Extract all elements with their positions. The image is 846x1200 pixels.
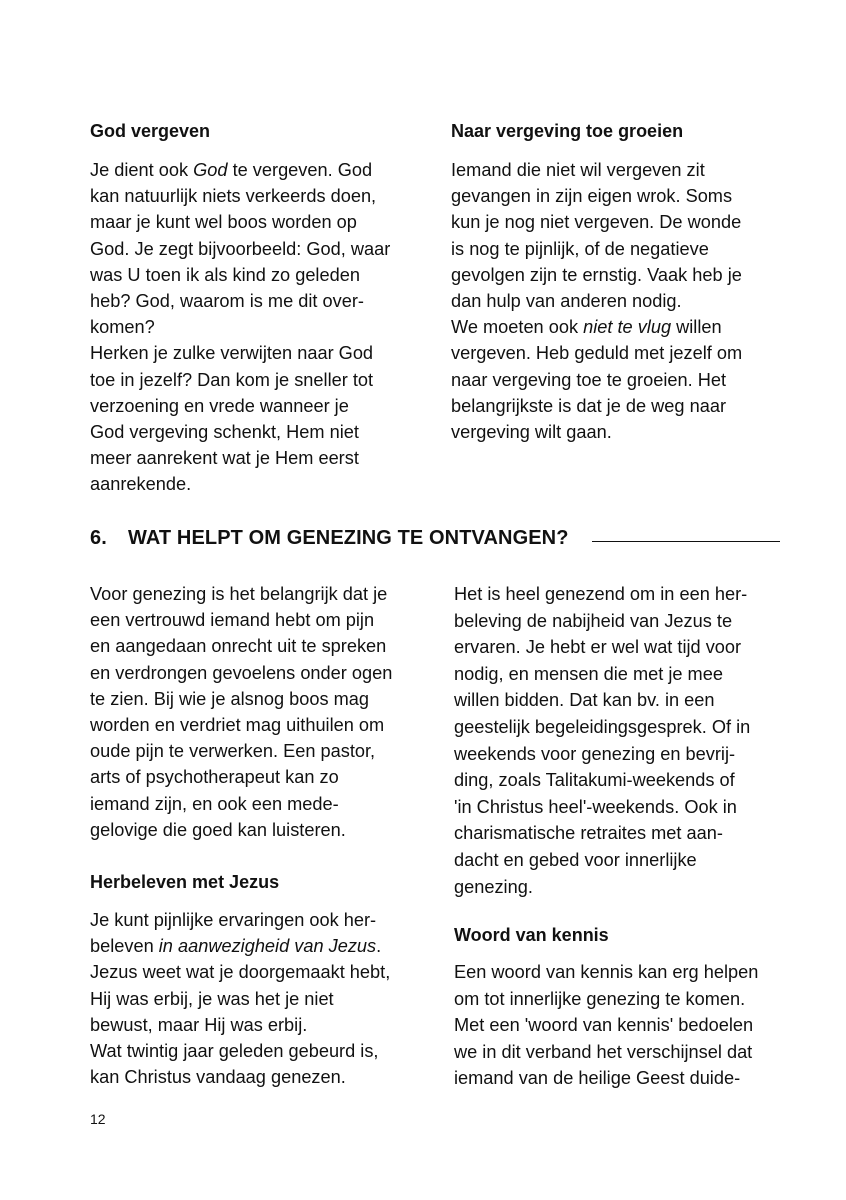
text-run: . — [376, 936, 382, 957]
text-line: meer aanrekent wat je Hem eerst — [90, 448, 359, 469]
text-line: gevangen in zijn eigen wrok. Soms — [451, 186, 733, 207]
text-line: iemand zijn, en ook een mede- — [90, 793, 339, 814]
text-line: geestelijk begeleidingsgesprek. Of in — [454, 716, 751, 737]
text-line: arts of psychotherapeut kan zo — [90, 767, 339, 788]
text-line: toe in jezelf? Dan kom je sneller tot — [90, 369, 374, 390]
text-run: te vergeven. God — [227, 160, 373, 180]
text-line: Je kunt pijnlijke ervaringen ook her- — [90, 910, 377, 930]
text-line: aanrekende. — [90, 474, 192, 495]
text-line: iemand van de heilige Geest duide- — [454, 1068, 741, 1089]
text-line: en aangedaan onrecht uit te spreken — [90, 636, 387, 657]
text-run: Je dient ook — [90, 160, 194, 180]
text-line: kan Christus vandaag genezen. — [90, 1067, 346, 1088]
heading-herbeleven: Herbeleven met Jezus — [90, 872, 280, 892]
text-block — [451, 157, 742, 445]
heading-woord-van-kennis: Woord van kennis — [454, 925, 609, 945]
text-line: gelovige die goed kan luisteren. — [90, 819, 346, 840]
text-block — [454, 959, 758, 1092]
section-number: 6. — [90, 527, 107, 549]
text-line: komen? — [90, 317, 155, 338]
text-line: Iemand die niet wil vergeven zit — [451, 160, 705, 180]
text-line — [451, 314, 742, 340]
text-line: Wat twintig jaar geleden gebeurd is, — [90, 1040, 379, 1061]
text-line: vergeven. Heb geduld met jezelf om — [451, 343, 743, 364]
text-line: Hij was erbij, je was het je niet — [90, 988, 334, 1009]
text-run: beleven — [90, 936, 159, 957]
text-line: belangrijkste is dat je de weg naar — [451, 395, 726, 416]
text-line: kun je nog niet vergeven. De wonde — [451, 212, 742, 233]
text-line — [90, 933, 390, 959]
text-line: we in dit verband het verschijnsel dat — [454, 1041, 753, 1062]
text-line: is nog te pijnlijk, of de negatieve — [451, 238, 709, 259]
heading-god-vergeven: God vergeven — [90, 121, 211, 141]
text-line: oude pijn te verwerken. Een pastor, — [90, 741, 376, 762]
text-line: vergeving wilt gaan. — [451, 421, 612, 442]
text-line: Een woord van kennis kan erg helpen — [454, 962, 759, 982]
text-line: was U toen ik als kind zo geleden — [90, 264, 360, 285]
text-line: Voor genezing is het belangrijk dat je — [90, 584, 388, 604]
text-line: dacht en gebed voor innerlijke — [454, 849, 697, 870]
text-run: We moeten ook — [451, 317, 584, 338]
text-line: kan natuurlijk niets verkeerds doen, — [90, 186, 377, 207]
text-line: God vergeving schenkt, Hem niet — [90, 421, 359, 442]
text-block — [90, 907, 390, 1090]
text-line: bewust, maar Hij was erbij. — [90, 1014, 308, 1035]
text-line: maar je kunt wel boos worden op — [90, 212, 357, 233]
text-line: worden en verdriet mag uithuilen om — [90, 714, 385, 735]
text-line: dan hulp van anderen nodig. — [451, 290, 682, 311]
text-line: nodig, en mensen die met je mee — [454, 663, 723, 684]
text-line: beleving de nabijheid van Jezus te — [454, 610, 733, 631]
text-line: 'in Christus heel'-weekends. Ook in — [454, 796, 737, 817]
text-line: charismatische retraites met aan- — [454, 823, 723, 844]
text-line: weekends voor genezing en bevrij- — [454, 743, 736, 764]
text-line: een vertrouwd iemand hebt om pijn — [90, 610, 375, 631]
text-line: willen bidden. Dat kan bv. in een — [454, 690, 715, 711]
emphasis: in aanwezigheid van Jezus — [158, 936, 377, 957]
text-block — [454, 581, 750, 900]
page-number: 12 — [90, 1111, 106, 1127]
text-line — [90, 157, 390, 183]
text-line: Jezus weet wat je doorgemaakt hebt, — [90, 962, 391, 983]
text-line: God. Je zegt bijvoorbeeld: God, waar — [90, 238, 391, 259]
text-line: ervaren. Je hebt er wel wat tijd voor — [454, 637, 742, 658]
section-rule — [592, 541, 780, 542]
text-line: verzoening en vrede wanneer je — [90, 395, 349, 416]
text-line: en verdrongen gevoelens onder ogen — [90, 662, 393, 683]
text-run: willen — [671, 317, 722, 338]
emphasis: God — [193, 160, 228, 180]
text-line: om tot innerlijke genezing te komen. — [454, 988, 746, 1009]
emphasis: niet te vlug — [583, 317, 672, 338]
text-line: gevolgen zijn te ernstig. Vaak heb je — [451, 264, 742, 285]
text-block — [90, 157, 390, 497]
heading-naar-vergeving: Naar vergeving toe groeien — [451, 121, 684, 141]
text-line: Met een 'woord van kennis' bedoelen — [454, 1015, 754, 1036]
section-title-text: WAT HELPT OM GENEZING TE ONTVANGEN? — [128, 527, 569, 549]
text-line: genezing. — [454, 876, 533, 897]
text-line: naar vergeving toe te groeien. Het — [451, 369, 727, 390]
section-title — [90, 527, 569, 550]
text-line: Het is heel genezend om in een her- — [454, 584, 748, 604]
text-block — [90, 581, 392, 843]
text-line: heb? God, waarom is me dit over- — [90, 290, 364, 311]
text-line: Herken je zulke verwijten naar God — [90, 343, 374, 364]
text-line: te zien. Bij wie je alsnog boos mag — [90, 688, 370, 709]
text-line: ding, zoals Talitakumi-weekends of — [454, 770, 735, 791]
